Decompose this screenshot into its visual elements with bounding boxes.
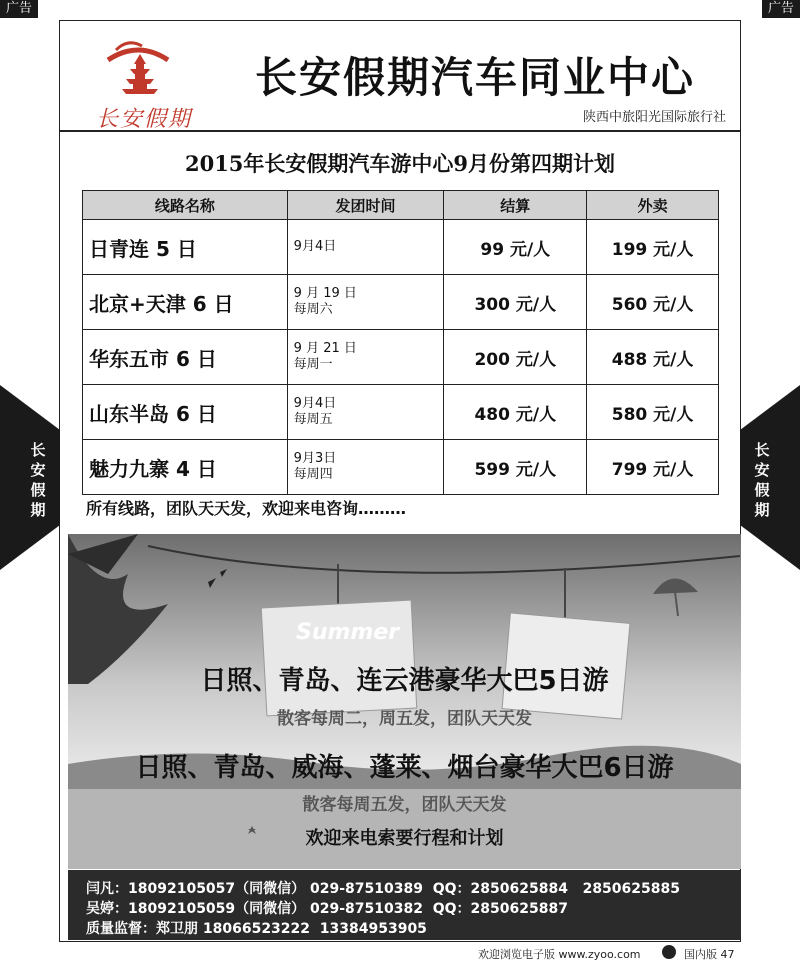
retail-price: 488 元/人	[587, 330, 719, 385]
settle-price: 200 元/人	[444, 330, 587, 385]
ad-tag-right: 广告	[762, 0, 800, 18]
ad-tag-left: 广告	[0, 0, 38, 18]
summer-card-text: Summer	[296, 620, 400, 645]
settle-price: 99 元/人	[444, 220, 587, 275]
retail-price: 799 元/人	[587, 440, 719, 495]
table-header-row	[83, 191, 719, 220]
settle-price: 480 元/人	[444, 385, 587, 440]
table-row	[83, 440, 719, 495]
logo	[68, 32, 238, 132]
header-settle: 结算	[444, 191, 587, 220]
side-tab-right-label: 长安假期	[754, 441, 770, 519]
depart-time	[287, 440, 444, 495]
retail-price: 560 元/人	[587, 275, 719, 330]
footer-section-page: 国内版 47	[684, 948, 735, 961]
depart-time	[287, 220, 444, 275]
contact-row-3: 质量监督：郑卫朋 18066523222 13384953905	[86, 921, 427, 937]
side-tab-right	[740, 385, 800, 570]
route-name: 华东五市 6 日	[83, 330, 288, 385]
promo-schedule-1: 散客每周二，周五发，团队天天发	[277, 709, 532, 729]
depart-time	[287, 330, 444, 385]
company-name: 长安假期汽车同业中心	[255, 53, 696, 102]
top-bar	[0, 0, 800, 18]
depart-weekly: 每周四	[293, 467, 333, 482]
header-retail: 外卖	[587, 191, 719, 220]
promo-call-to-action: 欢迎来电索要行程和计划	[305, 828, 504, 849]
header-route: 线路名称	[83, 191, 288, 220]
table-row	[83, 330, 719, 385]
retail-price: 580 元/人	[587, 385, 719, 440]
header	[60, 20, 740, 132]
settle-price: 599 元/人	[444, 440, 587, 495]
depart-date: 9 月 19 日	[293, 286, 357, 301]
route-table	[82, 190, 719, 495]
table-row	[83, 220, 719, 275]
plan-title: 2015年长安假期汽车游中心9月份第四期计划	[184, 151, 616, 176]
contact-row-2: 吴婷：18092105059（同微信） 029-87510382 QQ：2850625887	[86, 901, 568, 917]
side-tab-left-label: 长安假期	[30, 441, 46, 519]
side-tab-left	[0, 385, 60, 570]
settle-price: 300 元/人	[444, 275, 587, 330]
route-name: 北京+天津 6 日	[83, 275, 288, 330]
depart-time	[287, 275, 444, 330]
contact-bar	[68, 870, 741, 940]
depart-weekly: 每周六	[293, 302, 333, 317]
depart-date: 9月4日	[293, 396, 337, 411]
depart-weekly: 每周一	[293, 357, 333, 372]
depart-date: 9 月 21 日	[293, 341, 357, 356]
depart-date: 9月3日	[293, 451, 337, 466]
promo-route-1: 日照、青岛、连云港豪华大巴5日游	[200, 666, 609, 696]
logo-text: 长安假期	[96, 107, 193, 132]
depart-date: 9月4日	[293, 239, 337, 254]
route-name: 山东半岛 6 日	[83, 385, 288, 440]
table-row	[83, 275, 719, 330]
table-row	[83, 385, 719, 440]
promo-route-2: 日照、青岛、威海、蓬莱、烟台豪华大巴6日游	[135, 753, 674, 783]
contact-row-1: 闫凡：18092105057（同微信） 029-87510389 QQ：2850625884 2850625885	[86, 881, 680, 897]
route-name: 日青连 5 日	[83, 220, 288, 275]
depart-weekly: 每周五	[293, 412, 333, 427]
promo-banner	[68, 534, 741, 869]
route-name: 魅力九寨 4 日	[83, 440, 288, 495]
note-text: 所有线路，团队天天发，欢迎来电咨询………	[86, 499, 407, 518]
footer-logo-icon	[662, 945, 676, 959]
beach-scene-image	[68, 534, 741, 869]
retail-price: 199 元/人	[587, 220, 719, 275]
depart-time	[287, 385, 444, 440]
promo-schedule-2: 散客每周五发，团队天天发	[302, 795, 507, 815]
footer-text: 欢迎浏览电子版 www.zyoo.com	[478, 948, 641, 961]
agency-name: 陕西中旅阳光国际旅行社	[582, 110, 726, 125]
header-date: 发团时间	[287, 191, 444, 220]
